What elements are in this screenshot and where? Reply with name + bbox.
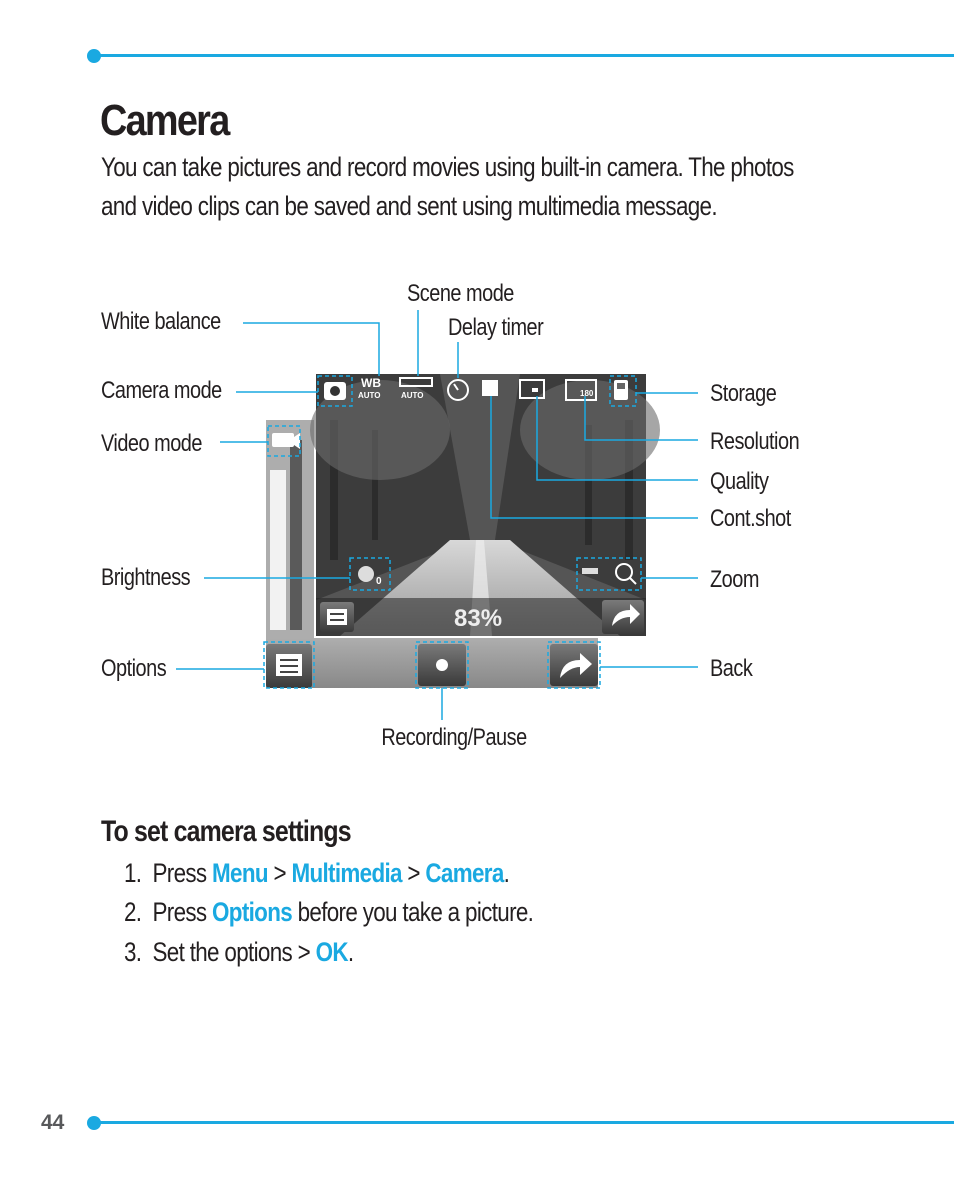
step-1-sep-1: >: [273, 858, 286, 888]
white-balance-icon[interactable]: [358, 376, 381, 400]
camera-mode-icon[interactable]: [324, 382, 346, 400]
front-back-button[interactable]: [602, 600, 644, 634]
label-recording-pause: Recording/Pause: [381, 724, 527, 751]
label-quality: Quality: [710, 468, 769, 495]
step-2: [124, 897, 533, 928]
svg-text:WB: WB: [361, 376, 381, 390]
step-2-number: 2.: [124, 897, 142, 927]
label-delay-timer: Delay timer: [448, 314, 544, 341]
record-icon[interactable]: [418, 644, 466, 686]
label-zoom: Zoom: [710, 566, 759, 593]
ok-link[interactable]: OK: [315, 937, 348, 967]
front-options-button[interactable]: [320, 602, 354, 632]
svg-text:0: 0: [376, 576, 382, 587]
intro-line-2: and video clips can be saved and sent using multimedia message.: [101, 191, 717, 221]
intro-line-1: You can take pictures and record movies using built-in camera. The photos: [101, 152, 794, 182]
step-1: [124, 858, 509, 889]
label-video-mode: Video mode: [101, 430, 202, 457]
step-1-text: Press: [152, 858, 207, 888]
camera-link[interactable]: Camera: [425, 858, 504, 888]
label-scene-mode: Scene mode: [407, 280, 514, 307]
options-link[interactable]: Options: [212, 897, 293, 927]
step-1-sep-2: >: [407, 858, 420, 888]
cont-shot-icon[interactable]: [482, 380, 498, 396]
svg-text:AUTO: AUTO: [401, 391, 424, 400]
sd-card-icon[interactable]: [614, 380, 628, 400]
menu-link[interactable]: Menu: [212, 858, 268, 888]
step-3-end: .: [347, 937, 354, 967]
label-white-balance: White balance: [101, 308, 221, 335]
label-camera-mode: Camera mode: [101, 377, 222, 404]
options-menu-icon[interactable]: [266, 644, 312, 688]
page-title: Camera: [100, 96, 229, 145]
section-heading: To set camera settings: [101, 815, 351, 848]
footer-rule: [94, 1121, 954, 1124]
svg-text:AUTO: AUTO: [358, 391, 381, 400]
camera-screen: [310, 374, 660, 636]
zoom-percent: 83%: [454, 605, 503, 632]
label-back: Back: [710, 655, 753, 682]
step-1-number: 1.: [124, 858, 142, 888]
back-arrow-icon[interactable]: [550, 644, 598, 686]
step-2-rest: before you take a picture.: [297, 897, 534, 927]
label-options: Options: [101, 655, 167, 682]
multimedia-link[interactable]: Multimedia: [291, 858, 402, 888]
step-1-end: .: [503, 858, 510, 888]
step-2-text: Press: [152, 897, 207, 927]
label-brightness: Brightness: [101, 564, 191, 591]
label-cont-shot: Cont.shot: [710, 505, 791, 532]
label-storage: Storage: [710, 380, 777, 407]
step-3-number: 3.: [124, 937, 142, 967]
page-number: 44: [41, 1111, 65, 1134]
step-3-text: Set the options >: [152, 937, 311, 967]
svg-text:180: 180: [580, 389, 594, 398]
step-3: [124, 937, 353, 968]
label-resolution: Resolution: [710, 428, 800, 455]
